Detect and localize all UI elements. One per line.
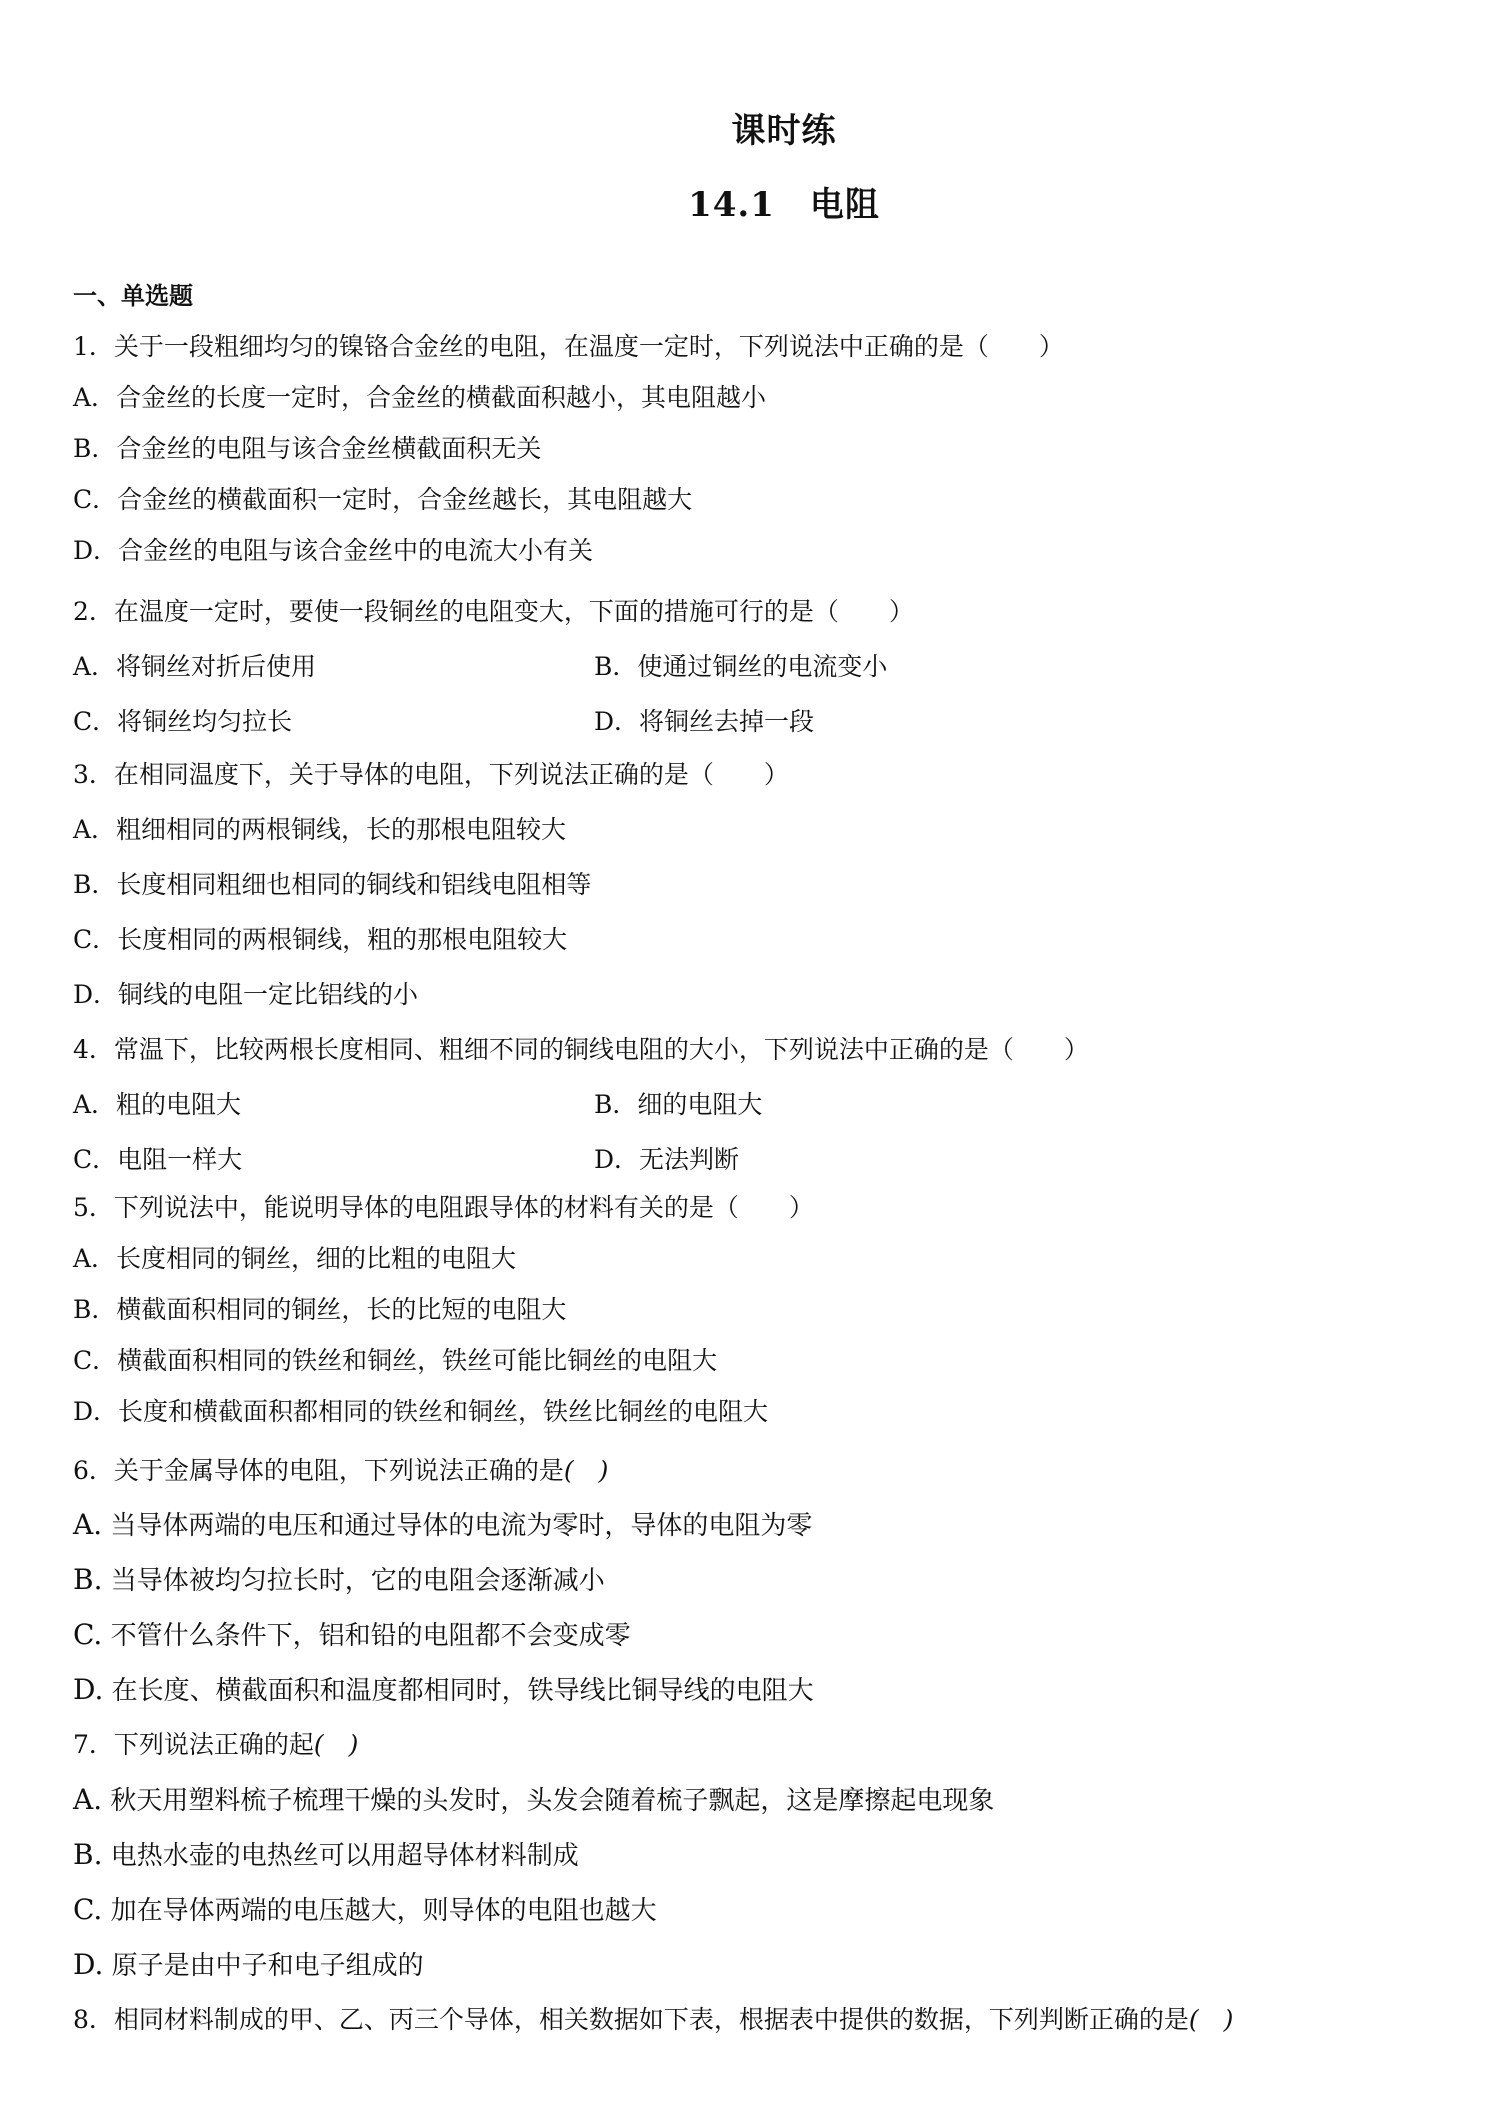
question-3-option-c: C．长度相同的两根铜线，粗的那根电阻较大 xyxy=(73,925,568,954)
question-2-stem: 2．在温度一定时，要使一段铜丝的电阻变大，下面的措施可行的是（ ） xyxy=(73,597,914,626)
question-2-option-d: D．将铜丝去掉一段 xyxy=(594,707,815,736)
option-letter: A. xyxy=(73,1783,103,1816)
question-7-option-b xyxy=(73,1840,579,1871)
option-letter: D. xyxy=(73,1673,104,1706)
question-6-option-c xyxy=(73,1620,631,1651)
question-6-stem-text: 6．关于金属导体的电阻，下列说法正确的是 xyxy=(73,1456,564,1485)
question-3-option-d: D．铜线的电阻一定比铝线的小 xyxy=(73,980,419,1009)
option-letter: B. xyxy=(73,1563,103,1596)
question-7-option-a xyxy=(73,1785,994,1816)
question-4-option-c: C．电阻一样大 xyxy=(73,1145,243,1174)
option-letter: B. xyxy=(73,1838,103,1871)
question-1-option-c: C．合金丝的横截面积一定时，合金丝越长，其电阻越大 xyxy=(73,485,693,514)
question-6-stem xyxy=(73,1456,608,1486)
option-letter: A. xyxy=(73,1508,103,1541)
question-8-stem-text: 8．相同材料制成的甲、乙、丙三个导体，相关数据如下表，根据表中提供的数据，下列判断正确的是 xyxy=(73,2005,1189,2034)
question-1-option-b: B．合金丝的电阻与该合金丝横截面积无关 xyxy=(73,434,542,463)
question-7-option-c xyxy=(73,1895,657,1926)
question-2-option-b: B．使通过铜丝的电流变小 xyxy=(594,652,888,681)
question-4-option-b: B．细的电阻大 xyxy=(594,1090,763,1119)
question-5-option-b: B．横截面积相同的铜丝，长的比短的电阻大 xyxy=(73,1295,567,1324)
question-3-option-a: A．粗细相同的两根铜线，长的那根电阻较大 xyxy=(73,815,567,844)
question-3-stem: 3．在相同温度下，关于导体的电阻，下列说法正确的是（ ） xyxy=(73,760,789,789)
question-5-option-a: A．长度相同的铜丝，细的比粗的电阻大 xyxy=(73,1244,517,1273)
question-6-answer-paren: ( ) xyxy=(563,1456,609,1485)
question-7-stem xyxy=(73,1730,358,1760)
question-2-option-c: C．将铜丝均匀拉长 xyxy=(73,707,293,736)
question-8-answer-paren: ( ) xyxy=(1188,2005,1234,2034)
option-text: 不管什么条件下，铝和铅的电阻都不会变成零 xyxy=(110,1621,631,1651)
question-5-option-c: C．横截面积相同的铁丝和铜丝，铁丝可能比铜丝的电阻大 xyxy=(73,1346,718,1375)
option-text: 加在导体两端的电压越大，则导体的电阻也越大 xyxy=(110,1896,657,1926)
option-text: 原子是由中子和电子组成的 xyxy=(111,1951,424,1981)
section-heading: 一、单选题 xyxy=(73,282,193,310)
page-title: 课时练 xyxy=(731,111,837,151)
question-1-stem: 1．关于一段粗细均匀的镍铬合金丝的电阻，在温度一定时，下列说法中正确的是（ ） xyxy=(73,332,1064,361)
question-1-option-d: D．合金丝的电阻与该合金丝中的电流大小有关 xyxy=(73,536,594,565)
lesson-subtitle: 14.1 电阻 xyxy=(688,185,880,225)
question-7-stem-text: 7．下列说法正确的起 xyxy=(73,1730,314,1759)
question-6-option-d xyxy=(73,1675,814,1706)
question-2-option-a: A．将铜丝对折后使用 xyxy=(73,652,317,681)
option-letter: C. xyxy=(73,1893,103,1926)
option-letter: D. xyxy=(73,1948,104,1981)
question-4-stem: 4．常温下，比较两根长度相同、粗细不同的铜线电阻的大小，下列说法中正确的是（ ） xyxy=(73,1035,1089,1064)
question-1-option-a: A．合金丝的长度一定时，合金丝的横截面积越小，其电阻越小 xyxy=(73,383,767,412)
option-text: 当导体两端的电压和通过导体的电流为零时，导体的电阻为零 xyxy=(110,1511,813,1541)
option-text: 当导体被均匀拉长时，它的电阻会逐渐减小 xyxy=(110,1566,605,1596)
question-3-option-b: B．长度相同粗细也相同的铜线和铝线电阻相等 xyxy=(73,870,592,899)
question-7-answer-paren: ( ) xyxy=(313,1730,359,1759)
question-4-option-d: D．无法判断 xyxy=(594,1145,740,1174)
question-8-stem xyxy=(73,2005,1233,2035)
question-6-option-b xyxy=(73,1565,605,1596)
question-5-stem: 5．下列说法中，能说明导体的电阻跟导体的材料有关的是（ ） xyxy=(73,1193,814,1222)
option-text: 在长度、横截面积和温度都相同时，铁导线比铜导线的电阻大 xyxy=(111,1676,814,1706)
question-6-option-a xyxy=(73,1510,812,1541)
question-5-option-d: D．长度和横截面积都相同的铁丝和铜丝，铁丝比铜丝的电阻大 xyxy=(73,1397,769,1426)
option-text: 秋天用塑料梳子梳理干燥的头发时，头发会随着梳子飘起，这是摩擦起电现象 xyxy=(110,1786,995,1816)
question-4-option-a: A．粗的电阻大 xyxy=(73,1090,242,1119)
option-letter: C. xyxy=(73,1618,103,1651)
option-text: 电热水壶的电热丝可以用超导体材料制成 xyxy=(110,1841,579,1871)
question-7-option-d xyxy=(73,1950,424,1981)
